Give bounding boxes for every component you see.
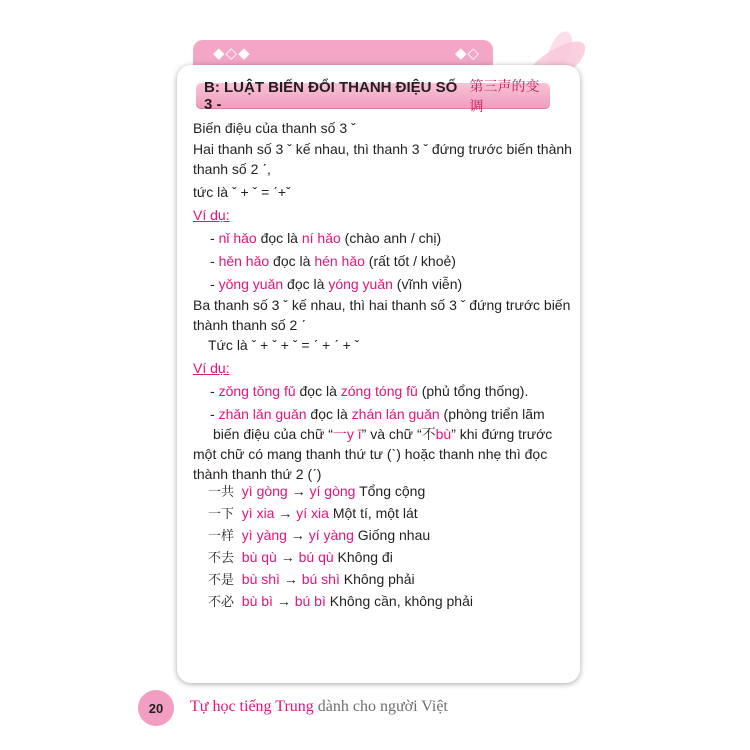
tone-change-item: 不是 bù shì → bú shì Không phải — [208, 571, 415, 588]
example-item: - nǐ hǎo đọc là ní hǎo (chào anh / chị) — [210, 230, 442, 246]
section3-rule-line3: thành thanh thứ 2 (ˊ) — [193, 466, 322, 482]
diamond-ornament-right: ◆◇ — [455, 45, 481, 62]
page-number-badge — [138, 690, 174, 726]
section2-formula: Tức là ˇ + ˇ + ˇ = ˊ + ˊ + ˇ — [208, 337, 360, 353]
section1-title: Biến điệu của thanh số 3 ˇ — [193, 120, 356, 136]
tone-change-item: 一样 yì yàng → yí yàng Giống nhau — [208, 527, 431, 544]
tone-change-item: 一共 yì gòng → yí gòng Tổng cộng — [208, 483, 426, 500]
example-item: - hěn hǎo đọc là hén hǎo (rất tốt / khoẻ) — [210, 253, 456, 269]
section1-rule-line2: thanh số 2 ˊ, — [193, 161, 271, 177]
tone-change-item: 不去 bù qù → bú qù Không đi — [208, 549, 393, 566]
example-item: - zhǎn lǎn guǎn đọc là zhán lán guǎn (phòng triển lãm — [210, 406, 545, 422]
section-heading — [196, 79, 550, 115]
section2-rule-line2: thành thanh số 2 ˊ — [193, 317, 306, 333]
section2-rule-line1: Ba thanh số 3 ˇ kế nhau, thì hai thanh số 3 ˇ đứng trước biến — [193, 297, 571, 313]
heading-label: B: LUẬT BIẾN ĐỔI THANH ĐIỆU SỐ 3 - — [204, 79, 458, 113]
diamond-ornament-left: ◆◇◆ — [213, 45, 251, 62]
example-item: - yǒng yuǎn đọc là yóng yuǎn (vĩnh viễn) — [210, 276, 463, 292]
example-label: Ví dụ: — [193, 207, 230, 223]
section1-rule-line1: Hai thanh số 3 ˇ kế nhau, thì thanh 3 ˇ đứng trước biến thành — [193, 141, 572, 157]
example-item: - zǒng tǒng fǔ đọc là zóng tóng fǔ (phủ tổng thống). — [210, 383, 529, 399]
heading-chinese: 第三声的变调 — [469, 79, 540, 115]
book-title: Tự học tiếng Trung dành cho người Việt — [190, 698, 448, 715]
section3-rule-line1: biến điệu của chữ “一y ī” và chữ “不bù” khi đứng trước — [213, 426, 553, 442]
section1-formula: tức là ˇ + ˇ = ˊ+ˇ — [193, 184, 291, 200]
section3-rule-line2: một chữ có mang thanh thứ tư (ˋ) hoặc thanh nhẹ thì đọc — [193, 446, 548, 462]
example-label: Ví dụ: — [193, 360, 230, 376]
tone-change-item: 一下 yì xia → yí xia Một tí, một lát — [208, 505, 418, 522]
tone-change-item: 不必 bù bì → bú bì Không cần, không phải — [208, 593, 473, 610]
page-number: 20 — [148, 700, 164, 716]
